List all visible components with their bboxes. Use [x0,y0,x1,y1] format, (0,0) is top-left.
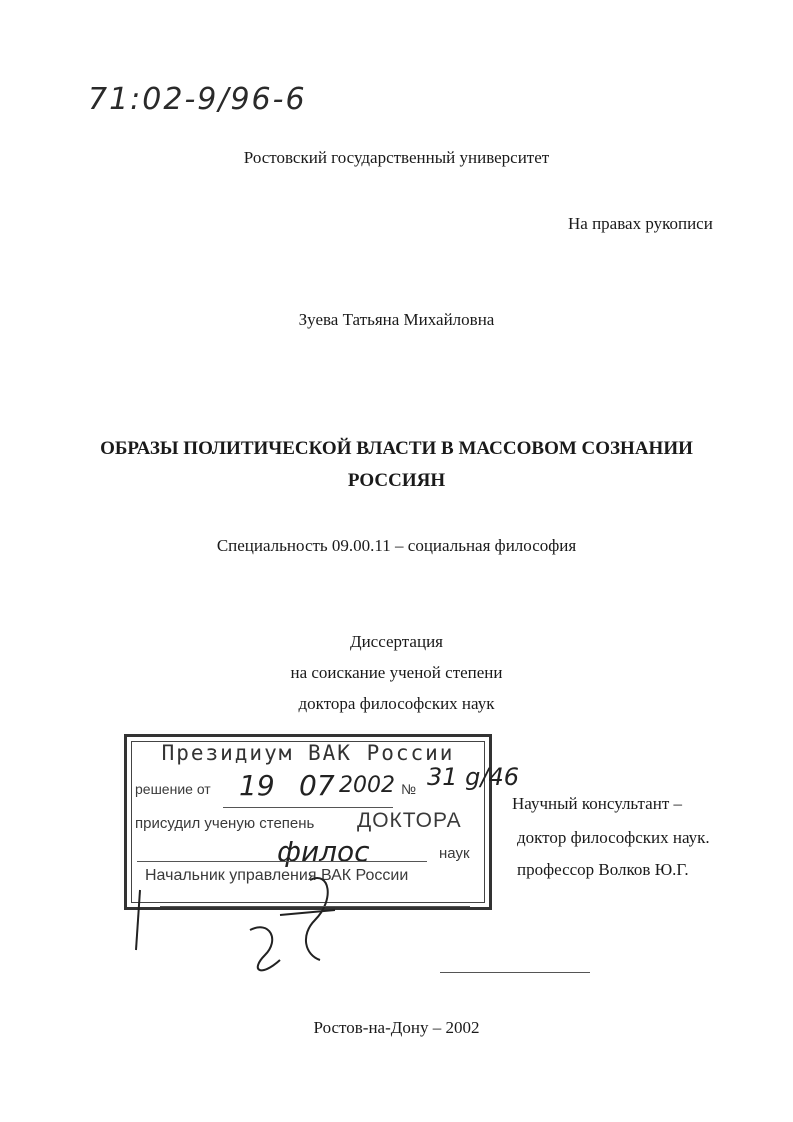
consultant-line1: Научный консультант – [512,794,682,813]
stamp-decision-label: решение от [135,781,211,797]
stamp-number-value: 31 g/46 [427,763,520,791]
consultant-line2: доктор философских наук. [517,828,710,847]
stamp-title: Президиум ВАК России [161,741,455,765]
specialty: Специальность 09.00.11 – социальная философия [216,536,577,555]
stamp-chief-label: Начальник управления ВАК России [145,867,409,884]
stamp-date-month: 07 [299,769,335,802]
consultant-signature-line [440,972,590,973]
stamp-field-handwritten: филос [277,835,370,868]
city-year: Ростов-на-Дону – 2002 [313,1018,480,1037]
stamp-number-label: № [401,781,417,797]
dissertation-line3: доктора философских наук [298,694,495,713]
catalog-number: 71:02-9/96-6 [88,82,307,117]
dissertation-title-line2: РОССИЯН [347,470,446,491]
stamp-date-year: 2002 [339,773,395,798]
dissertation-line2: на соискание ученой степени [290,663,503,682]
stamp-degree: ДОКТОРА [357,809,462,832]
dissertation-line1: Диссертация [349,632,443,651]
stamp-sciences-label: наук [439,845,470,862]
stamp-date-day: 19 [239,769,275,802]
stamp-signature-line [160,906,470,907]
author-name: Зуева Татьяна Михайловна [298,310,495,329]
dissertation-title-line1: ОБРАЗЫ ПОЛИТИЧЕСКОЙ ВЛАСТИ В МАССОВОМ СОЗНАНИИ [100,438,693,459]
stamp-awarded-label: присудил ученую степень [135,815,315,832]
university-name: Ростовский государственный университет [243,148,550,167]
signature [130,860,350,980]
rights-note: На правах рукописи [568,214,713,233]
consultant-line3: профессор Волков Ю.Г. [517,860,689,879]
stamp-date-underline [223,807,393,808]
